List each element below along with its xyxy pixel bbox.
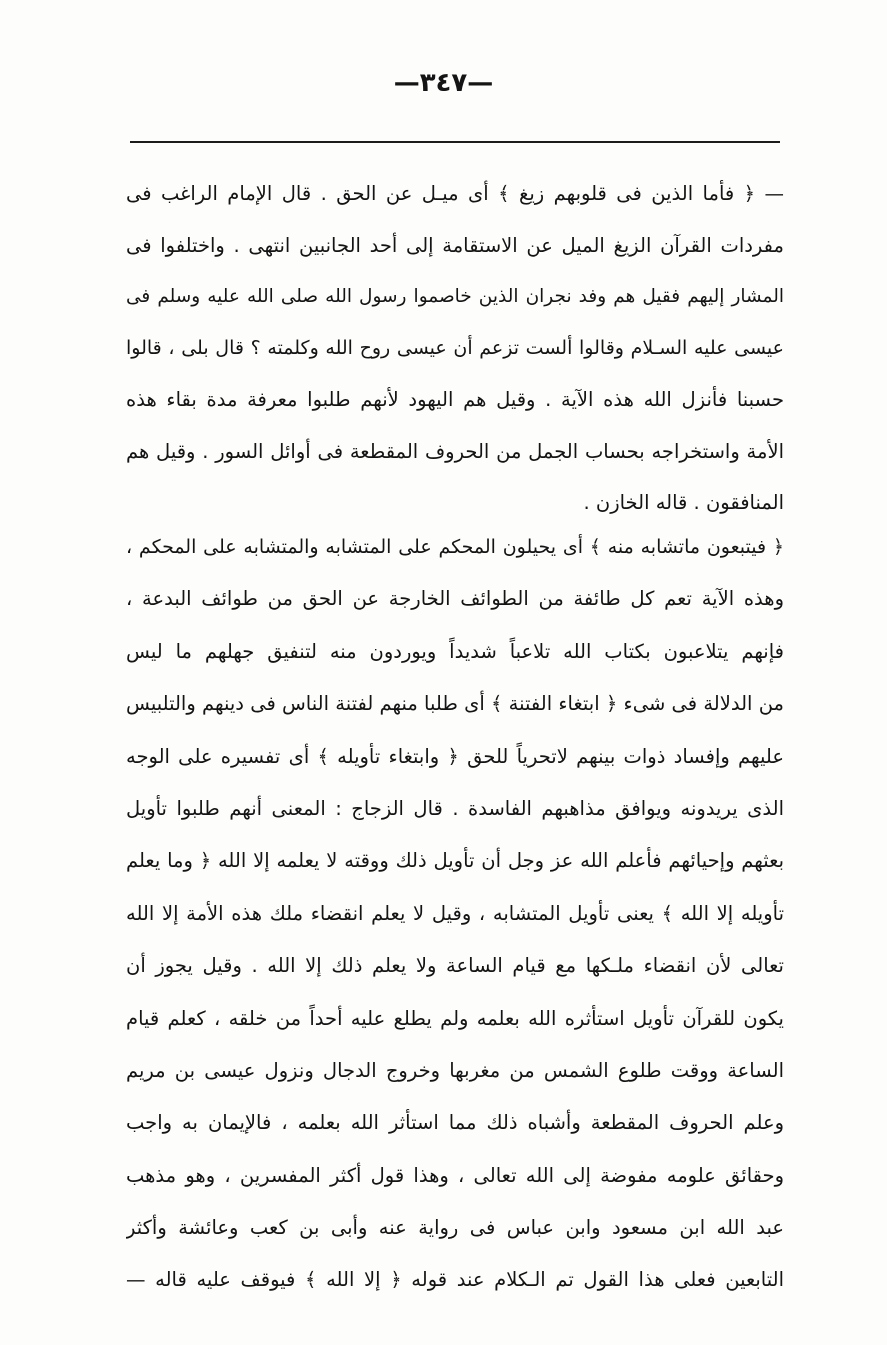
paragraph-2 xyxy=(126,521,784,1307)
text-line: وهذه الآية تعم كل طائفة من الطوائف الخارجة عن الحق من طوائف البدعة ، xyxy=(126,587,784,611)
paragraph-1 xyxy=(126,168,784,529)
text-line: الأمة واستخراجه بحساب الجمل من الحروف المقطعة فى أوائل السور . وقيل هم xyxy=(126,439,784,463)
text-line: تعالى لأن انقضاء ملـكها مع قيام الساعة ولا يعلم ذلك إلا الله . وقيل يجوز أن xyxy=(126,954,784,978)
text-line: يكون للقرآن تأويل استأثره الله بعلمه ولم يطلع عليه أحداً من خلقه ، كعلم قيام xyxy=(126,1006,784,1030)
text-line: عبد الله ابن مسعود وابن عباس فى رواية عنه وأبى بن كعب وعائشة وأكثر xyxy=(126,1216,784,1240)
text-line: من الدلالة فى شىء ﴿ ابتغاء الفتنة ﴾ أى طلبا منهم لفتنة الناس فى دينهم والتلبيس xyxy=(126,692,784,716)
text-line: التابعين فعلى هذا القول تم الـكلام عند قوله ﴿ إلا الله ﴾ فيوقف عليه قاله — xyxy=(126,1268,784,1292)
text-line: المنافقون . قاله الخازن . xyxy=(583,491,784,514)
text-line: الساعة ووقت طلوع الشمس من مغربها وخروج الدجال ونزول عيسى بن مريم xyxy=(126,1058,784,1082)
text-line: وحقائق علومه مفوضة إلى الله تعالى ، وهذا قول أكثر المفسرين ، وهو مذهب xyxy=(126,1163,784,1187)
text-line: ﴿ فيتبعون ماتشابه منه ﴾ أى يحيلون المحكم على المتشابه والمتشابه على المحكم ، xyxy=(126,536,784,558)
text-line: تأويله إلا الله ﴾ يعنى تأويل المتشابه ، وقيل لا يعلم انقضاء ملك هذه الأمة إلا الله xyxy=(126,901,784,925)
text-line: الذى يريدونه ويوافق مذاهبهم الفاسدة . قال الزجاج : المعنى أنهم طلبوا تأويل xyxy=(126,796,784,820)
text-line: المشار إليهم فقيل هم وفد نجران الذين خاصموا رسول الله صلى الله عليه وسلم فى xyxy=(126,286,784,307)
text-line: بعثهم وإحيائهم فأعلم الله عز وجل أن تأويل ذلك ووقته لا يعلمه إلا الله ﴿ وما يعلم xyxy=(126,849,784,873)
text-line: وعلم الحروف المقطعة وأشباه ذلك مما استأثر الله بعلمه ، فالإيمان به واجب xyxy=(126,1111,784,1135)
text-line: — ﴿ فأما الذين فى قلوبهم زيغ ﴾ أى ميـل عن الحق . قال الإمام الراغب فى xyxy=(126,182,784,205)
text-line: عليهم وإفساد ذوات بينهم لاتحرياً للحق ﴿ وابتغاء تأويله ﴾ أى تفسيره على الوجه xyxy=(126,744,784,768)
text-line: فإنهم يتلاعبون بكتاب الله تلاعباً شديداً ويوردون منه لتنفيق جهلهم ما ليس xyxy=(126,639,784,663)
text-line: مفردات القرآن الزيغ الميل عن الاستقامة إلى أحد الجانبين انتهى . واختلفوا فى xyxy=(126,233,784,257)
page-number: —٣٤٧— xyxy=(393,68,494,98)
text-line: حسبنا فأنزل الله هذه الآية . وقيل هم اليهود لأنهم طلبوا معرفة مدة بقاء هذه xyxy=(126,388,784,411)
text-line: عيسى عليه السـلام وقالوا ألست تزعم أن عيسى روح الله وكلمته ؟ قال بلى ، قالوا xyxy=(126,336,784,359)
header-rule xyxy=(130,141,780,143)
